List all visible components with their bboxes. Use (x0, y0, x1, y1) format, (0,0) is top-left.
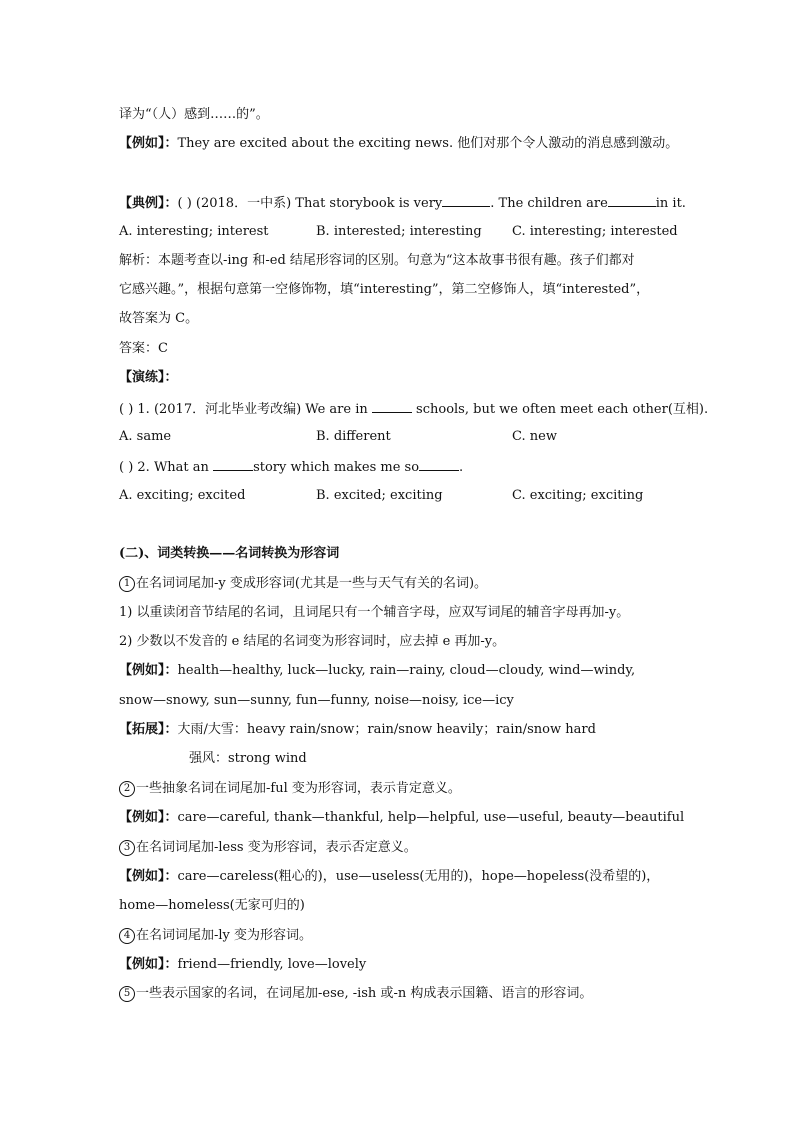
rule-1-sub-1: 1) 以重读闭音节结尾的名词，且词尾只有一个辅音字母，应双写词尾的辅音字母再加-y。 (119, 605, 630, 620)
answer-blank (213, 457, 253, 471)
q2-option-c: C. exciting; exciting (512, 488, 644, 503)
rule-3: 3 在名词词尾加-less 变为形容词，表示否定意义。 (119, 839, 417, 857)
rule-1-example: 【例如】：health—healthy, luck—lucky, rain—rainy, cloud—cloudy, wind—windy, (119, 663, 636, 678)
rule-1-example-cont: snow—snowy, sun—sunny, fun—funny, noise—noisy, ice—icy (119, 693, 514, 708)
section-title: (二)、词类转换——名词转换为形容词 (119, 546, 340, 561)
q2-option-a: A. exciting; excited (119, 488, 246, 503)
practice-question-1: ( ) 1. (2017．河北毕业考改编) We are in schools, but we often meet each other(互相). (119, 399, 708, 419)
example-line (119, 135, 678, 153)
rule-3-example-cont: home—homeless(无家可归的) (119, 898, 305, 913)
circled-number-1: 1 (119, 576, 135, 592)
answer-blank (372, 399, 412, 413)
dianli-question: 【典例】：( ) (2018．一中系) That storybook is very . The children are in it. (119, 193, 686, 213)
option-b: B. interested; interesting (316, 224, 482, 239)
extension-line-2: 强风：strong wind (189, 751, 307, 766)
rule-2: 2 一些抽象名词在词尾加-ful 变为形容词，表示肯定意义。 (119, 780, 461, 798)
circled-number-2: 2 (119, 781, 135, 797)
q1-option-b: B. different (316, 429, 391, 444)
answer-line: 答案：C (119, 341, 168, 356)
translation-note: 译为“（人）感到……的”。 (119, 107, 269, 122)
extension-label: 【拓展】： (119, 722, 178, 737)
example-label: 【例如】： (119, 869, 178, 884)
q2-option-b: B. excited; exciting (316, 488, 443, 503)
analysis-line-2: 它感兴趣。”，根据句意第一空修饰物，填“interesting”，第二空修饰人，填“interested”， (119, 282, 650, 297)
example-label: 【例如】： (119, 810, 178, 825)
answer-blank (442, 193, 490, 207)
q1-option-a: A. same (119, 429, 172, 444)
rule-5: 5 一些表示国家的名词，在词尾加-ese, -ish 或-n 构成表示国籍、语言的形容词。 (119, 985, 592, 1003)
example-label: 【例如】： (119, 136, 178, 151)
dianli-label: 【典例】： (119, 196, 178, 211)
example-label: 【例如】： (119, 663, 178, 678)
example-text: They are excited about the exciting news. 他们对那个令人激动的消息感到激动。 (177, 136, 679, 151)
option-a: A. interesting; interest (119, 224, 269, 239)
answer-blank (419, 457, 459, 471)
extension-line: 【拓展】：大雨/大雪：heavy rain/snow；rain/snow heavily；rain/snow hard (119, 722, 596, 737)
rule-2-example: 【例如】：care—careful, thank—thankful, help—helpful, use—useful, beauty—beautiful (119, 810, 685, 825)
answer-blank (608, 193, 656, 207)
example-label: 【例如】： (119, 957, 178, 972)
practice-question-2: ( ) 2. What an story which makes me so . (119, 457, 463, 477)
practice-label: 【演练】： (119, 370, 178, 385)
rule-1: 1 在名词词尾加-y 变成形容词(尤其是一些与天气有关的名词)。 (119, 575, 487, 593)
analysis-line-1: 解析：本题考查以-ing 和-ed 结尾形容词的区别。句意为“这本故事书很有趣。孩子们都对 (119, 253, 635, 268)
rule-3-example: 【例如】：care—careless(粗心的)，use—useless(无用的)，hope—hopeless(没希望的)， (119, 869, 660, 884)
rule-1-sub-2: 2) 少数以不发音的 e 结尾的名词变为形容词时，应去掉 e 再加-y。 (119, 634, 506, 649)
option-c: C. interesting; interested (512, 224, 678, 239)
analysis-line-3: 故答案为 C。 (119, 311, 199, 326)
rule-4-example: 【例如】：friend—friendly, love—lovely (119, 957, 367, 972)
rule-4: 4 在名词词尾加-ly 变为形容词。 (119, 927, 312, 945)
circled-number-5: 5 (119, 986, 135, 1002)
circled-number-4: 4 (119, 928, 135, 944)
circled-number-3: 3 (119, 840, 135, 856)
q1-option-c: C. new (512, 429, 557, 444)
